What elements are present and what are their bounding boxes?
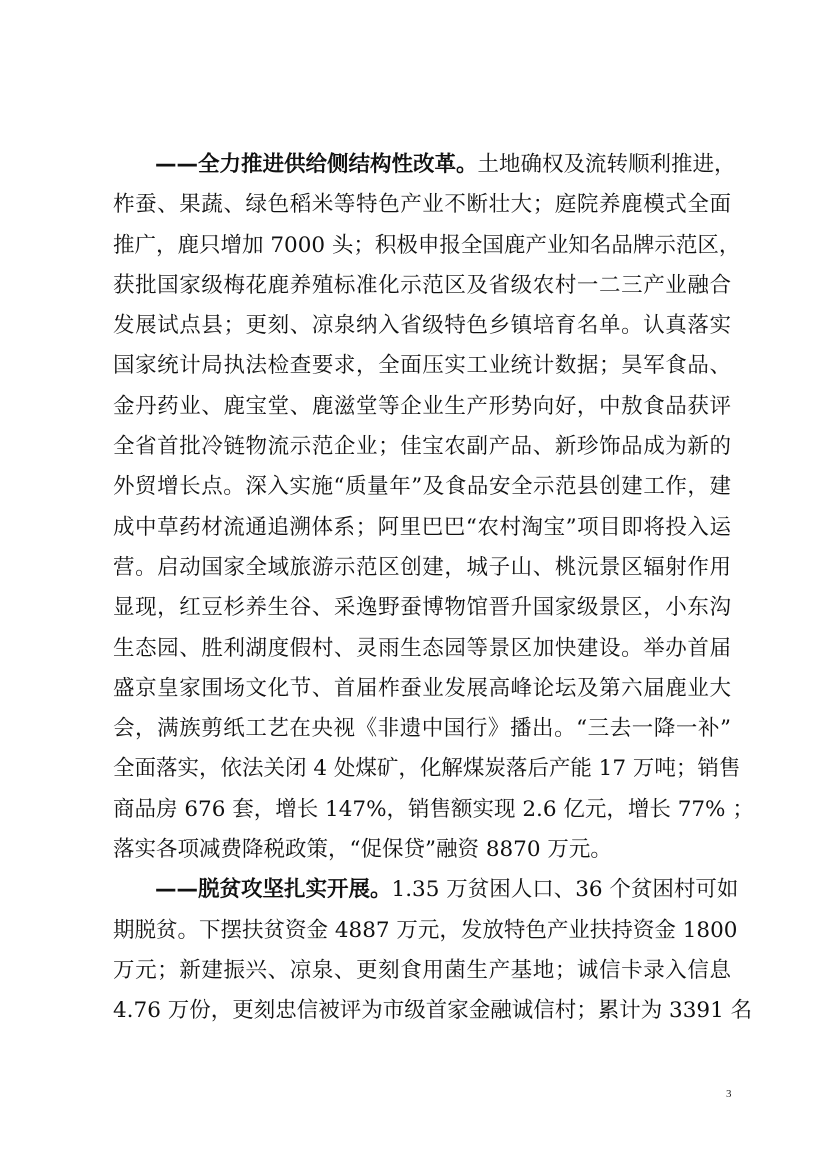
document-body (113, 145, 754, 1032)
paragraph-1-text: 土地确权及流转顺利推进， (477, 152, 736, 177)
paragraph-1-line-9: 外贸增长点。深入实施“质量年”及食品安全示范县创建工作，建 (113, 474, 731, 500)
paragraph-2-line-3: 万元；新建振兴、凉泉、更刻食用菌生产基地；诚信卡录入信息 (113, 957, 731, 983)
paragraph-1-line-3: 推广，鹿只增加 7000 头；积极申报全国鹿产业知名品牌示范区， (113, 232, 741, 258)
page-number: 3 (726, 1088, 732, 1100)
paragraph-1-line-6: 国家统计局执法检查要求，全面压实工业统计数据；昊军食品、 (113, 353, 731, 379)
paragraph-1-line-13: 生态园、胜利湖度假村、灵雨生态园等景区加快建设。举办首届 (113, 635, 731, 661)
paragraph-1-line-2: 柞蚕、果蔬、绿色稻米等特色产业不断壮大；庭院养鹿模式全面 (113, 192, 731, 218)
paragraph-1-heading: ——全力推进供给侧结构性改革。 (155, 152, 478, 177)
paragraph-2-line-1 (113, 870, 739, 910)
paragraph-2-heading: ——脱贫攻坚扎实开展。 (155, 877, 392, 903)
paragraph-1-line-1 (113, 145, 736, 185)
paragraph-1-line-16: 全面落实，依法关闭 4 处煤矿，化解煤炭落后产能 17 万吨；销售 (113, 756, 741, 782)
paragraph-1-line-11: 营。启动国家全域旅游示范区创建，城子山、桃沅景区辐射作用 (113, 554, 731, 580)
paragraph-2-line-2: 期脱贫。下摆扶贫资金 4887 万元，发放特色产业扶持资金 1800 (113, 917, 738, 943)
paragraph-1-line-17: 商品房 676 套，增长 147%，销售额实现 2.6 亿元，增长 77% ； (113, 796, 754, 822)
paragraph-1-line-18: 落实各项减费降税政策，“促保贷”融资 8870 万元。 (113, 837, 612, 863)
paragraph-1-line-14: 盛京皇家围场文化节、首届柞蚕业发展高峰论坛及第六届鹿业大 (113, 675, 731, 701)
paragraph-1-line-10: 成中草药材流通追溯体系；阿里巴巴“农村淘宝”项目即将投入运 (113, 514, 731, 540)
paragraph-1-line-4: 获批国家级梅花鹿养殖标准化示范区及省级农村一二三产业融合 (113, 272, 731, 298)
paragraph-1-line-8: 全省首批冷链物流示范企业；佳宝农副产品、新珍饰品成为新的 (113, 434, 731, 460)
paragraph-1-line-15: 会，满族剪纸工艺在央视《非遗中国行》播出。“三去一降一补” (113, 716, 731, 742)
paragraph-2-text: 1.35 万贫困人口、36 个贫困村可如 (391, 877, 739, 903)
paragraph-1-line-12: 显现，红豆杉养生谷、采逸野蚕博物馆晋升国家级景区，小东沟 (113, 595, 731, 621)
paragraph-1-line-7: 金丹药业、鹿宝堂、鹿滋堂等企业生产形势向好，中敖食品获评 (113, 393, 731, 419)
paragraph-1-line-5: 发展试点县；更刻、凉泉纳入省级特色乡镇培育名单。认真落实 (113, 313, 731, 339)
paragraph-2-line-4: 4.76 万份，更刻忠信被评为市级首家金融诚信村；累计为 3391 名 (113, 998, 753, 1024)
